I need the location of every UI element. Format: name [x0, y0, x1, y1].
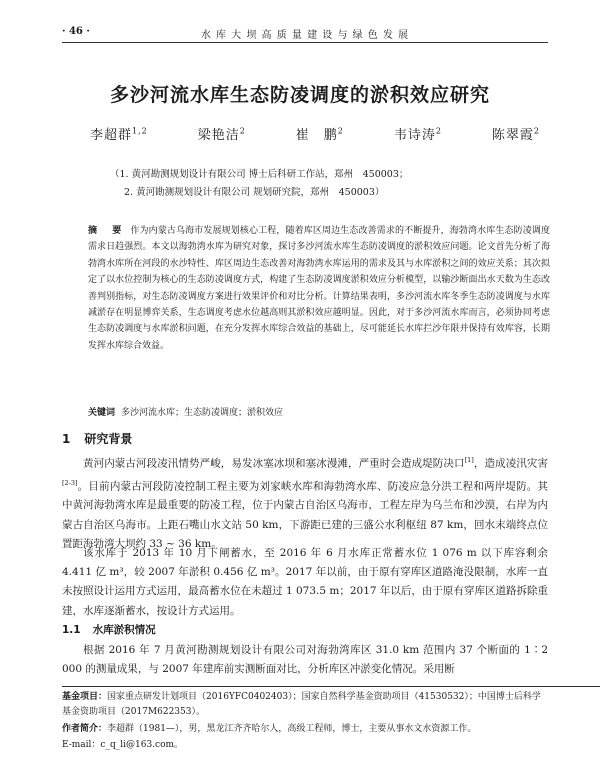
body-paragraph-3: 根据 2016 年 7 月黄河勘测规划设计有限公司对海勃湾库区 31.0 km 范围内 37 个断面的 1∶2 000 的测量成果，与 2007 年建库前实测断面对比，分析库区冲淤变化情况。采用断 [62, 644, 548, 676]
abstract [88, 223, 550, 354]
abstract-label: 摘 要 [88, 226, 125, 236]
body-paragraph-2: 该水库于 2013 年 10 月下闸蓄水，至 2016 年 6 月水库正常蓄水位 1 076 m 以下库容剩余 4.411 亿 m³，较 2007 年淤积 0.456 亿 m³。2017 年以前，由于原有穿库区道路淹没限制，水库一直未按照设计运用方式运用，最高蓄水位在未超过 1 073.5 m；2017 年以后，由于原有穿库区道路拆除重建，水库逐渐蓄水，按设计方式运用。 [62, 547, 548, 617]
paper-title: 多沙河流水库生态防凌调度的淤积效应研究 [109, 84, 490, 106]
section-heading-1-1: 1.1 水库淤积情况 [62, 624, 156, 636]
journal-title: 水 库 大 坝 高 质 量 建 设 与 绿 色 发 展 [200, 30, 410, 41]
footnote-divider [62, 686, 600, 687]
running-header [62, 26, 548, 43]
footnote-email: E-mail：c_q_li@163.com。 [62, 740, 184, 750]
footnote-author: 作者简介：李超群（1981—），男，黑龙江齐齐哈尔人，高级工程师，博士，主要从事水文水资源工作。 [62, 724, 477, 734]
section-heading-1: 1 研究背景 [62, 432, 133, 446]
author: 李超群$^{1,2}$ [90, 126, 148, 143]
footnote-funding: 基金项目：国家重点研发计划项目（2016YFC0402403）；国家自然科学基金资助项目（41530532）；中国博士后科学基金资助项目（2017M622353）。 [62, 692, 541, 717]
keywords-label: 关键词 [88, 408, 116, 418]
author-list [90, 124, 540, 143]
author: 韦诗涛$^2$ [393, 126, 442, 143]
author: 陈翠霞$^2$ [491, 126, 540, 143]
affiliation-2: 2. 黄河勘测规划设计有限公司 规划研究院，郑州 450003） [124, 187, 385, 198]
author: 崔 鹏$^2$ [295, 126, 344, 143]
author: 梁艳洁$^2$ [197, 126, 246, 143]
page-number: · 46 · [62, 26, 90, 37]
citation[interactable]: [2-3] [62, 478, 78, 487]
abstract-text: 作为内蒙古乌海市发展规划核心工程，随着库区周边生态改善需求的不断提升，海勃湾水库生态防凌调度需求日趋强烈。本文以海勃湾水库为研究对象，探讨多沙河流水库生态防凌调度的淤积效应问题。论文首先分析了海勃湾水库所在河段的水沙特性、库区周边生态改善对海勃湾水库运用的需求及其与水库淤积之间的效应关系；其次拟定了以水位控制为核心的生态防凌调度方式，构建了生态防凌调度淤积效应分析模型，以输沙断面出水天数为生态改善判别指标，对生态防凌调度方案进行效果评价和对比分析。计算结果表明，多沙河流水库冬季生态防凌调度与水库减淤存在明显博弈关系，生态调度考虑水位越高则其淤积效应越明显。因此，对于多沙河流水库而言，必须协同考虑生态防凌调度与水库淤积问题，在充分发挥水库综合效益的基础上，尽可能延长水库拦沙年限并保持有效库容，长期发挥水库综合效益。 [88, 226, 550, 351]
citation[interactable]: [1] [464, 456, 474, 464]
affiliation-1: （1. 黄河勘测规划设计有限公司 博士后科研工作站，郑州 450003； [110, 169, 409, 180]
keywords-text: 多沙河流水库；生态防凌调度；淤积效应 [121, 408, 284, 418]
keywords [88, 405, 550, 418]
body-paragraph-1: 黄河内蒙古河段凌汛情势严峻，易发冰塞冰坝和塞冰漫滩，严重时会造成堤防决口[1]，造成凌汛灾害[2-3]。目前内蒙古河段防凌控制工程主要为刘家峡水库和海勃湾水库、防凌应急分洪工程和两岸堤防。其中黄河海勃湾水库是最重要的防凌工程，位于内蒙古自治区乌海市，工程左岸为乌兰布和沙漠，右岸为内蒙古自治区乌海市。上距石嘴山水文站 50 km，下游距已建的三盛公水利枢纽 87 km，回水末端终点位置距海勃湾大坝约 33 ~ 36 km。 [62, 456, 549, 550]
